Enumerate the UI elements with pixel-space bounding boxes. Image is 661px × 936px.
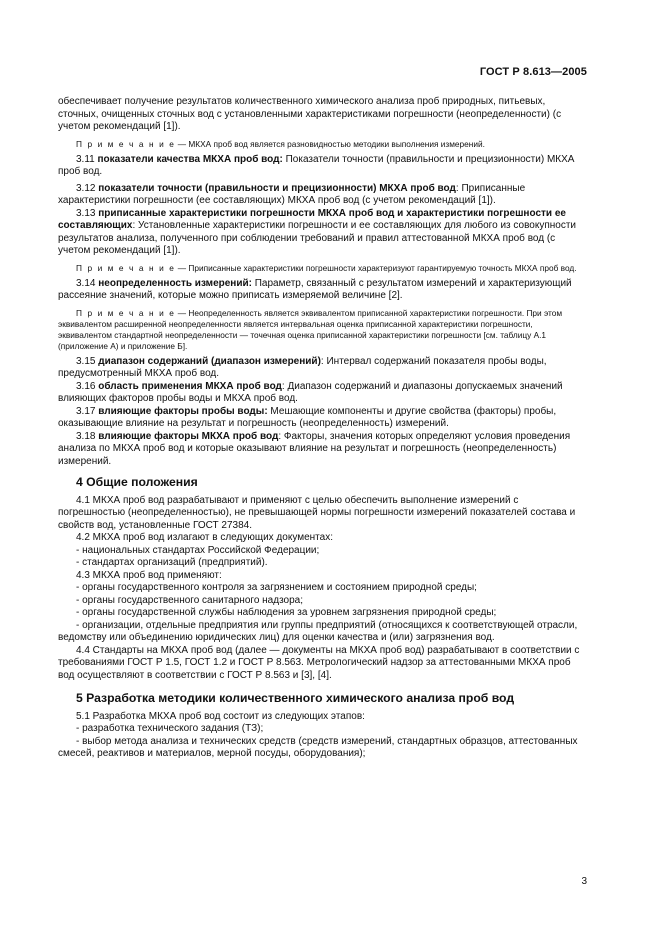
definition-3-18 (58, 431, 587, 469)
definition-number: 3.11 (76, 153, 98, 165)
definition-number: 3.12 (76, 182, 99, 194)
definition-term: неопределенность измерений: (98, 277, 252, 289)
definition-number: 3.15 (76, 355, 99, 367)
definition-number: 3.14 (76, 277, 99, 289)
definition-3-15 (58, 356, 587, 381)
definition-term: влияющие факторы пробы воды: (98, 405, 268, 417)
definition-text: : Установленные характеристики погрешности и ее составляющих для любого из совокупности результатов анализа, полученного при соблюдении требований и правил аттестованной МКХА проб вод (с учетом рекомендаций [1]). (58, 220, 576, 256)
document-body (58, 96, 587, 761)
section-4-line: - органы государственного санитарного надзора; (76, 594, 304, 606)
section-4-title: 4 Общие положения (76, 475, 198, 489)
definition-term: показатели точности (правильности и прецизионности) МКХА проб вод (98, 182, 456, 194)
note-label: П р и м е ч а н и е (76, 307, 176, 318)
note-3-10 (58, 139, 587, 150)
note-label: П р и м е ч а н и е (76, 138, 176, 149)
definition-number: 3.18 (76, 430, 99, 442)
note-text: — Неопределенность является эквивалентом приписанной характеристики погрешности. При этом эквивалентом расширенной неопределенности является интервальная оценка приписанной характеристики погрешности, эквивалентом стандартной неопределенности — точечная оценка приписанной характеристики погрешности [см. таблицу А.1 (приложение А) и приложение Б]. (58, 307, 563, 351)
definition-3-12 (58, 183, 587, 208)
section-5-title: 5 Разработка методики количественного химического анализа проб вод (76, 691, 515, 705)
section-5-line: - выбор метода анализа и технических средств (средств измерений, стандартных образцов, аттестованных смесей, реактивов и материалов, мерной посуды, оборудования); (58, 735, 578, 759)
definition-term: приписанные характеристики погрешности МКХА проб вод и характеристики погрешности ее составляющих (58, 207, 566, 231)
definition-text: : Диапазон содержаний и диапазоны допускаемых значений влияющих факторов пробы воды и МКХА проб вод. (58, 380, 563, 404)
note-label: П р и м е ч а н и е (76, 262, 176, 273)
definition-text: Параметр, связанный с результатом измерений и характеризующий рассеяние значений, которые можно приписать измеряемой величине [2]. (58, 277, 572, 301)
definition-text: Показатели точности (правильности и прецизионности) МКХА проб вод. (58, 153, 575, 177)
definition-3-16 (58, 381, 587, 406)
note-text: — Приписанные характеристики погрешности характеризуют гарантируемую точность МКХА проб вод. (175, 262, 577, 273)
section-4-line: 4.1 МКХА проб вод разрабатывают и применяют с целью обеспечить выполнение измерений с погрешностью (неопределенностью), не превышающей нормы погрешности измерений показателей состава и свойств вод, установленные ГОСТ 27384. (58, 494, 576, 531)
definition-3-17 (58, 406, 587, 431)
section-5-line: 5.1 Разработка МКХА проб вод состоит из следующих этапов: (76, 710, 365, 722)
definition-text: Мешающие компоненты и другие свойства (факторы) пробы, оказывающие влияние на результат и погрешность (неопределенность) измерений. (58, 405, 557, 429)
definition-number: 3.16 (76, 380, 99, 392)
note-text: — МКХА проб вод является разновидностью методики выполнения измерений. (175, 138, 485, 149)
section-4-line: - органы государственной службы наблюдения за уровнем загрязнения природной среды; (76, 607, 497, 618)
definition-text: : Интервал содержаний показателя пробы воды, предусмотренный МКХА проб вод. (58, 355, 547, 379)
page-number: 3 (581, 876, 587, 887)
section-4-line: - национальных стандартах Российской Федерации; (76, 544, 320, 556)
definition-term: показатели качества МКХА проб вод: (97, 153, 283, 165)
definition-term: влияющие факторы МКХА проб вод (98, 430, 279, 442)
note-3-13 (58, 263, 587, 274)
section-4-line: - стандартах организаций (предприятий). (76, 557, 268, 568)
continued-paragraph: обеспечивает получение результатов количественного химического анализа проб природных, питьевых, сточных, очищенных сточных вод с установленными характеристиками погрешности (неопределенности) (с учетом рекомендаций [1]). (58, 96, 562, 132)
definition-number: 3.13 (76, 207, 99, 219)
definition-text: : Факторы, значения которых определяют условия проведения анализа по МКХА проб вод и которые оказывают влияние на результат и погрешность (неопределенность) измерений. (58, 430, 571, 467)
section-4-line: 4.2 МКХА проб вод излагают в следующих документах: (76, 532, 333, 543)
note-3-14 (58, 308, 587, 352)
document-header-id: ГОСТ Р 8.613—2005 (479, 66, 587, 78)
definition-number: 3.17 (76, 405, 99, 417)
definition-term: область применения МКХА проб вод (98, 380, 282, 392)
definition-text: : Приписанные характеристики погрешности (ее составляющих) МКХА проб вод (с учетом рекомендаций [1]). (58, 182, 526, 206)
definition-term: диапазон содержаний (диапазон измерений) (98, 355, 321, 367)
section-4-line: - органы государственного контроля за загрязнением и состоянием природной среды; (76, 582, 477, 593)
section-4-line: - организации, отдельные предприятия или группы предприятий (относящихся к соответствующей отрасли, ведомству или объединению юридических лиц) для оценки качества и (или) загрязнения вод. (58, 619, 578, 643)
definition-3-14 (58, 278, 587, 303)
section-4-line: 4.3 МКХА проб вод применяют: (76, 569, 222, 581)
section-5-line: - разработка технического задания (ТЗ); (76, 723, 264, 734)
definition-3-13 (58, 208, 587, 258)
section-4-line: 4.4 Стандарты на МКХА проб вод (далее — документы на МКХА проб вод) разрабатывают в соответствии с требованиями ГОСТ Р 1.5, ГОСТ 1.2 и ГОСТ Р 8.563. Метрологический надзор за аттестованными МКХА проб вод осуществляют в соответствии с ГОСТ Р 8.563 и [3], [4]. (58, 644, 580, 681)
definition-3-11 (58, 154, 587, 179)
